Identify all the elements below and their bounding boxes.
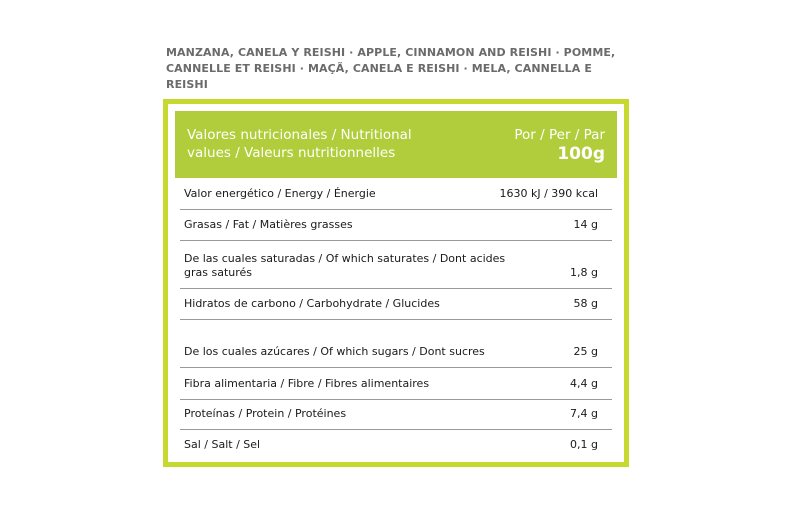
row-value: 7,4 g xyxy=(570,407,598,420)
table-header xyxy=(175,111,617,178)
row-value: 25 g xyxy=(573,345,598,358)
table-row-sugars xyxy=(180,320,612,368)
table-row-energy xyxy=(180,178,612,210)
row-value: 1630 kJ / 390 kcal xyxy=(499,187,598,200)
table-rows xyxy=(180,178,612,460)
row-label: Fibra alimentaria / Fibre / Fibres alimentaires xyxy=(184,377,430,390)
row-label: Valor energético / Energy / Énergie xyxy=(184,187,376,200)
header-amount: 100g xyxy=(557,144,605,164)
header-per-label: Por / Per / Par xyxy=(514,127,605,143)
row-value: 58 g xyxy=(573,297,598,310)
row-label: Hidratos de carbono / Carbohydrate / Glucides xyxy=(184,297,440,310)
table-row-protein xyxy=(180,400,612,430)
header-title: Valores nutricionales / Nutritional values / Valeurs nutritionnelles xyxy=(187,127,412,161)
row-value: 14 g xyxy=(573,218,598,231)
nutrition-table xyxy=(163,99,629,467)
row-label: De los cuales azúcares / Of which sugars / Dont sucres xyxy=(184,345,485,358)
row-value: 0,1 g xyxy=(570,438,598,451)
table-row-salt xyxy=(180,430,612,460)
table-row-saturates xyxy=(180,241,612,289)
table-row-carbohydrate xyxy=(180,289,612,320)
row-label: Grasas / Fat / Matières grasses xyxy=(184,218,353,231)
table-row-fat xyxy=(180,210,612,241)
row-label: Proteínas / Protein / Protéines xyxy=(184,407,347,420)
flavor-names: MANZANA, CANELA Y REISHI · APPLE, CINNAMON AND REISHI · POMME, CANNELLE ET REISHI · MAÇÃ, CANELA E REISHI · MELA, CANNELLA E REISHI xyxy=(166,46,616,91)
table-row-fibre xyxy=(180,368,612,400)
row-label: Sal / Salt / Sel xyxy=(184,438,261,451)
row-value: 1,8 g xyxy=(570,266,598,279)
row-value: 4,4 g xyxy=(570,377,598,390)
row-label: De las cuales saturadas / Of which saturates / Dont acides gras saturés xyxy=(184,252,506,279)
